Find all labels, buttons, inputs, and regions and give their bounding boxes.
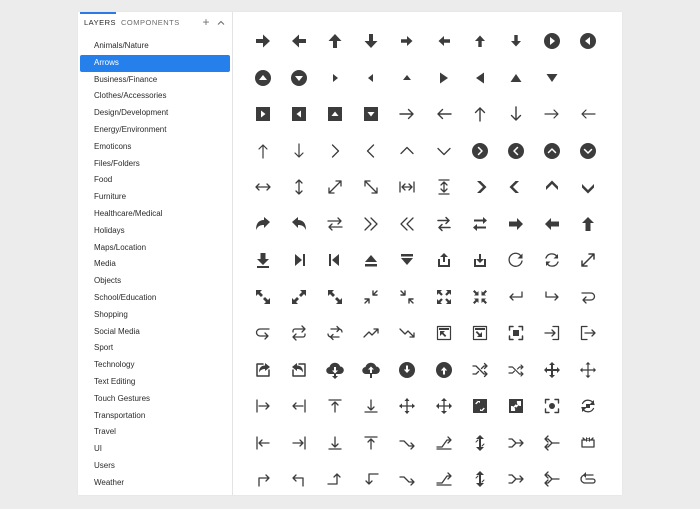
merge-right-icon[interactable] [501, 428, 531, 458]
arrows-horizontal-icon[interactable] [248, 172, 278, 202]
share-forward-icon[interactable] [248, 209, 278, 239]
move-arrows-icon[interactable] [392, 391, 422, 421]
arrow-right-bold-icon[interactable] [248, 26, 278, 56]
circle-caret-down-icon[interactable] [284, 63, 314, 93]
arrow-down-from-bar-icon[interactable] [320, 428, 350, 458]
square-caret-right-icon[interactable] [248, 99, 278, 129]
category-item-sport[interactable]: Sport [94, 343, 114, 353]
split-left-alt-icon[interactable] [537, 464, 567, 494]
category-item-text-editing[interactable]: Text Editing [94, 377, 136, 386]
caret-left-icon[interactable] [356, 63, 386, 93]
reply-icon[interactable] [284, 209, 314, 239]
arrow-down-icon[interactable] [501, 99, 531, 129]
category-item-healthcare-medical[interactable]: Healthcare/Medical [94, 209, 163, 218]
return-right-icon[interactable] [537, 282, 567, 312]
arrow-up-bold-icon[interactable] [320, 26, 350, 56]
arrow-down-bold-small-icon[interactable] [501, 26, 531, 56]
corner-up-left-icon[interactable] [284, 464, 314, 494]
cloud-download-icon[interactable] [320, 355, 350, 385]
arrows-exchange-bold-icon[interactable] [465, 209, 495, 239]
chevron-up-bold-icon[interactable] [537, 172, 567, 202]
layers-sidebar [78, 12, 233, 495]
expand-arrows-out-icon[interactable] [320, 282, 350, 312]
u-turn-right-icon[interactable] [573, 282, 603, 312]
arrows-up-down-alt-icon[interactable] [465, 464, 495, 494]
chevron-left-bold-icon[interactable] [501, 172, 531, 202]
arrow-left-from-bar-icon[interactable] [248, 428, 278, 458]
category-item-school-education[interactable]: School/Education [94, 293, 157, 302]
square-caret-up-icon[interactable] [320, 99, 350, 129]
square-caret-left-icon[interactable] [284, 99, 314, 129]
rotate-cw-icon[interactable] [501, 245, 531, 275]
play-start-icon[interactable] [320, 245, 350, 275]
square-caret-down-icon[interactable] [356, 99, 386, 129]
collapse-diagonal-2-icon[interactable] [392, 282, 422, 312]
double-chevron-right-icon[interactable] [356, 209, 386, 239]
focus-center-icon[interactable] [537, 391, 567, 421]
category-item-transportation[interactable]: Transportation [94, 410, 146, 420]
arrow-up-to-bar-icon[interactable] [320, 391, 350, 421]
circle-chevron-right-icon[interactable] [465, 136, 495, 166]
split-left-icon[interactable] [537, 428, 567, 458]
add-icon[interactable]: + [202, 15, 210, 29]
arrows-swap-horizontal-icon[interactable] [320, 209, 350, 239]
tab-layers[interactable]: LAYERS [84, 18, 117, 27]
category-item-travel[interactable]: Travel [94, 427, 116, 437]
loop-box-icon[interactable] [573, 428, 603, 458]
corner-up-right-icon[interactable] [248, 464, 278, 494]
arrows-horizontal-bar-icon[interactable] [392, 172, 422, 202]
eject-icon[interactable] [356, 245, 386, 275]
arrow-turn-right-icon[interactable] [392, 428, 422, 458]
arrow-right-bold-small-icon[interactable] [392, 26, 422, 56]
category-item-social-media[interactable]: Social Media [94, 326, 140, 336]
fullscreen-exit-icon[interactable] [465, 282, 495, 312]
arrow-right-thin-icon[interactable] [537, 99, 567, 129]
category-item-maps-location[interactable]: Maps/Location [94, 242, 147, 252]
corner-left-down-icon[interactable] [356, 464, 386, 494]
arrow-turn-right-bold-alt-icon[interactable] [429, 464, 459, 494]
app-window [78, 12, 622, 495]
category-item-clothes-accessories[interactable]: Clothes/Accessories [94, 91, 167, 101]
chevron-up-icon[interactable] [392, 136, 422, 166]
shuffle-icon[interactable] [465, 355, 495, 385]
fullscreen-bold-icon[interactable] [429, 282, 459, 312]
category-item-business-finance[interactable]: Business/Finance [94, 74, 158, 84]
refresh-circle-icon[interactable] [573, 391, 603, 421]
category-item-technology[interactable]: Technology [94, 360, 135, 370]
arrow-left-bold-small-icon[interactable] [429, 26, 459, 56]
circle-caret-right-icon[interactable] [537, 26, 567, 56]
arrow-up-thin-icon[interactable] [248, 136, 278, 166]
arrow-left-bold-icon[interactable] [284, 26, 314, 56]
arrow-turn-right-alt-icon[interactable] [392, 464, 422, 494]
category-item-energy-environment[interactable]: Energy/Environment [94, 125, 167, 134]
sign-in-icon[interactable] [537, 318, 567, 348]
category-item-furniture[interactable]: Furniture [94, 192, 127, 202]
arrow-up-from-bar-icon[interactable] [356, 428, 386, 458]
category-item-ui[interactable]: UI [94, 444, 102, 454]
move-arrows-alt-icon[interactable] [429, 391, 459, 421]
arrows-vertical-bar-icon[interactable] [429, 172, 459, 202]
arrow-right-tailed-icon[interactable] [501, 209, 531, 239]
category-item-food[interactable]: Food [94, 175, 113, 185]
square-resize-in-icon[interactable] [465, 391, 495, 421]
window-restore-corner-icon[interactable] [465, 318, 495, 348]
cloud-upload-icon[interactable] [356, 355, 386, 385]
expand-arrows-in-icon[interactable] [284, 282, 314, 312]
corner-right-up-icon[interactable] [320, 464, 350, 494]
loop-back-icon[interactable] [573, 464, 603, 494]
repeat-icon[interactable] [284, 318, 314, 348]
circle-cloud-download-icon[interactable] [392, 355, 422, 385]
arrow-turn-right-bold-icon[interactable] [429, 428, 459, 458]
caret-right-icon[interactable] [320, 63, 350, 93]
chevron-down-icon[interactable] [429, 136, 459, 166]
chevron-up-icon[interactable] [215, 16, 227, 28]
arrow-down-bar-icon[interactable] [248, 245, 278, 275]
dropdown-bar-icon[interactable] [392, 245, 422, 275]
collapse-diagonal-icon[interactable] [356, 282, 386, 312]
arrows-swap-horizontal-bold-icon[interactable] [429, 209, 459, 239]
arrows-up-down-bold-icon[interactable] [465, 428, 495, 458]
category-item-touch-gestures[interactable]: Touch Gestures [94, 393, 151, 403]
reply-box-icon[interactable] [284, 355, 314, 385]
arrow-down-thin-icon[interactable] [284, 136, 314, 166]
circle-cloud-upload-icon[interactable] [429, 355, 459, 385]
expand-diagonal-icon[interactable] [573, 245, 603, 275]
arrow-left-thin-icon[interactable] [573, 99, 603, 129]
arrow-up-tailed-icon[interactable] [573, 209, 603, 239]
category-item-design-development[interactable]: Design/Development [94, 108, 169, 118]
sign-out-icon[interactable] [573, 318, 603, 348]
arrow-right-to-bar-icon[interactable] [248, 391, 278, 421]
category-item-users[interactable]: Users [94, 461, 115, 470]
sidebar-tabs [78, 12, 232, 34]
category-item-objects[interactable]: Objects [94, 276, 122, 286]
arrow-left-tailed-icon[interactable] [537, 209, 567, 239]
circle-chevron-up-icon[interactable] [537, 136, 567, 166]
arrow-left-to-bar-icon[interactable] [284, 391, 314, 421]
square-resize-out-icon[interactable] [501, 391, 531, 421]
category-item-holidays[interactable]: Holidays [94, 225, 125, 235]
upload-box-icon[interactable] [429, 245, 459, 275]
download-box-icon[interactable] [465, 245, 495, 275]
expand-all-icon[interactable] [248, 282, 278, 312]
category-item-shopping[interactable]: Shopping [94, 309, 128, 319]
caret-right-large-icon[interactable] [429, 63, 459, 93]
arrow-right-icon[interactable] [392, 99, 422, 129]
share-box-icon[interactable] [248, 355, 278, 385]
trend-down-icon[interactable] [392, 318, 422, 348]
caret-up-icon[interactable] [392, 63, 422, 93]
chevron-right-icon[interactable] [320, 136, 350, 166]
tab-components[interactable]: COMPONENTS [121, 18, 180, 27]
repeat-alt-icon[interactable] [320, 318, 350, 348]
category-item-weather[interactable]: Weather [94, 477, 125, 487]
caret-up-large-icon[interactable] [501, 63, 531, 93]
chevron-down-bold-icon[interactable] [573, 172, 603, 202]
circle-chevron-left-icon[interactable] [501, 136, 531, 166]
merge-right-alt-icon[interactable] [501, 464, 531, 494]
category-item-emoticons[interactable]: Emoticons [94, 141, 132, 151]
icon-grid [233, 12, 622, 495]
arrow-right-to-bar-alt-icon[interactable] [284, 428, 314, 458]
category-item-files-folders[interactable]: Files/Folders [94, 158, 140, 168]
u-turn-left-icon[interactable] [248, 318, 278, 348]
shuffle-alt-icon[interactable] [501, 355, 531, 385]
category-item-arrows[interactable]: Arrows [80, 55, 230, 72]
circle-caret-left-icon[interactable] [573, 26, 603, 56]
move-alt-icon[interactable] [573, 355, 603, 385]
trend-up-icon[interactable] [356, 318, 386, 348]
circle-chevron-down-icon[interactable] [573, 136, 603, 166]
move-icon[interactable] [537, 355, 567, 385]
play-end-icon[interactable] [284, 245, 314, 275]
category-item-animals-nature[interactable]: Animals/Nature [94, 41, 149, 50]
circle-caret-up-icon[interactable] [248, 63, 278, 93]
chevron-left-icon[interactable] [356, 136, 386, 166]
arrow-left-icon[interactable] [429, 99, 459, 129]
active-tab-indicator [80, 12, 116, 14]
double-chevron-left-icon[interactable] [392, 209, 422, 239]
arrows-diagonal-nw-icon[interactable] [356, 172, 386, 202]
arrows-vertical-icon[interactable] [284, 172, 314, 202]
arrows-diagonal-ne-icon[interactable] [320, 172, 350, 202]
chevron-right-bold-icon[interactable] [465, 172, 495, 202]
focus-frame-icon[interactable] [501, 318, 531, 348]
category-item-media[interactable]: Media [94, 259, 116, 269]
arrow-up-icon[interactable] [465, 99, 495, 129]
caret-down-large-icon[interactable] [537, 63, 567, 93]
window-minimize-corner-icon[interactable] [429, 318, 459, 348]
arrow-up-bold-small-icon[interactable] [465, 26, 495, 56]
arrow-down-to-bar-icon[interactable] [356, 391, 386, 421]
arrow-down-bold-icon[interactable] [356, 26, 386, 56]
refresh-icon[interactable] [537, 245, 567, 275]
return-left-icon[interactable] [501, 282, 531, 312]
caret-left-large-icon[interactable] [465, 63, 495, 93]
